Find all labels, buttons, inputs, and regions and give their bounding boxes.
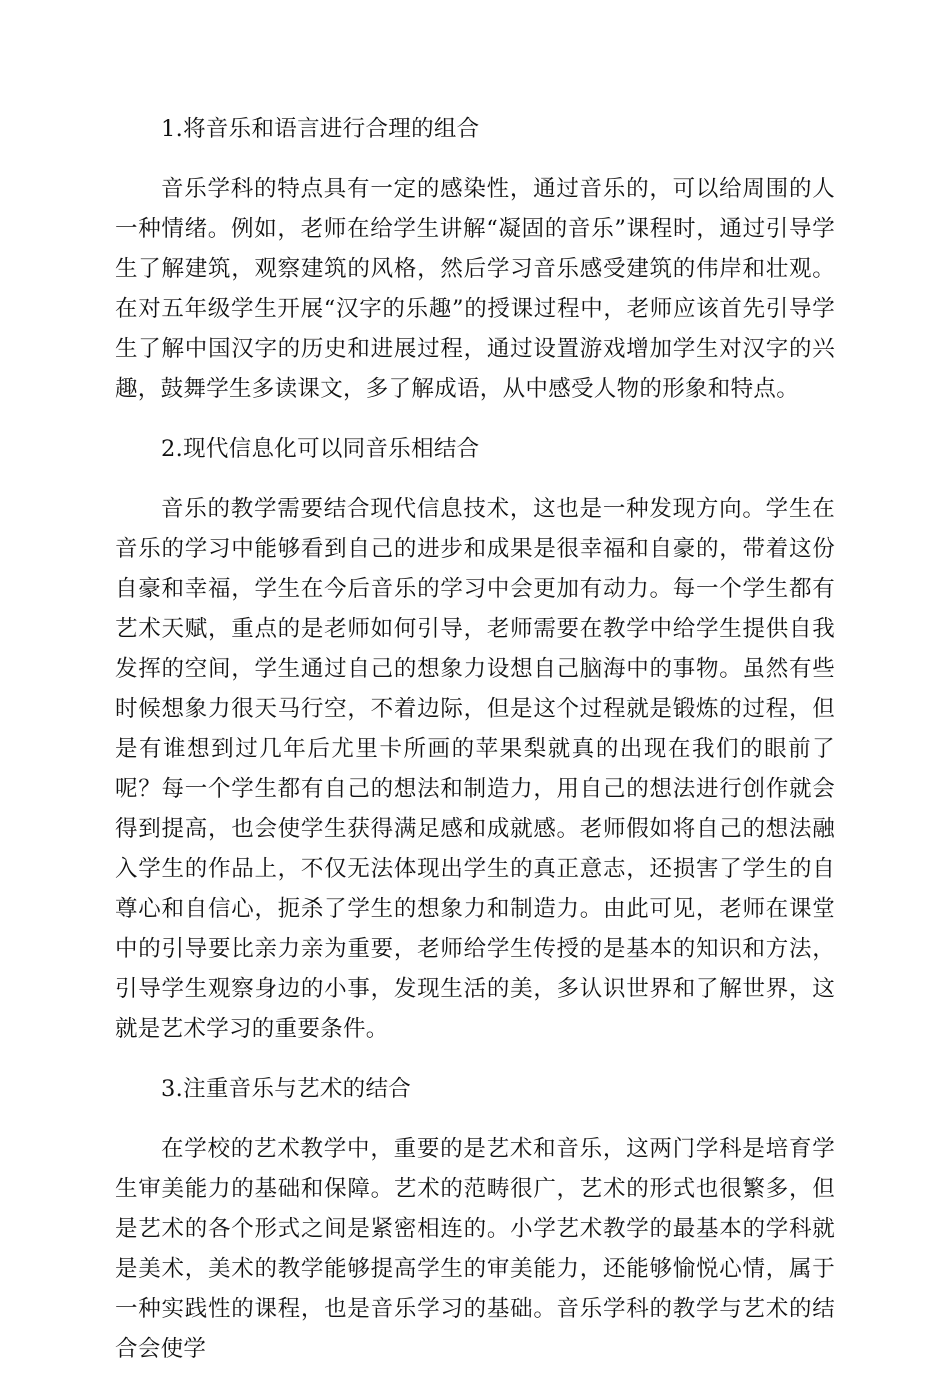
section-paragraph-3: 在学校的艺术教学中，重要的是艺术和音乐，这两门学科是培育学生审美能力的基础和保障。艺术的范畴很广，艺术的形式也很繁多，但是艺术的各个形式之间是紧密相连的。小学艺术教学的最基本的学科就是美术，美术的教学能够提高学生的审美能力，还能够愉悦心情，属于一种实践性的课程，也是音乐学习的基础。音乐学科的教学与艺术的结合会使学 — [115, 1136, 835, 1362]
section-heading-3: 3.注重音乐与艺术的结合 — [161, 1076, 412, 1102]
section-paragraph-2: 音乐的教学需要结合现代信息技术，这也是一种发现方向。学生在音乐的学习中能够看到自己的进步和成果是很幸福和自豪的，带着这份自豪和幸福，学生在今后音乐的学习中会更加有动力。每一个学生都有艺术天赋，重点的是老师如何引导，老师需要在教学中给学生提供自我发挥的空间，学生通过自己的想象力设想自己脑海中的事物。虽然有些时候想象力很天马行空，不着边际，但是这个过程就是锻炼的过程，但是有谁想到过几年后尤里卡所画的苹果梨就真的出现在我们的眼前了呢？每一个学生都有自己的想法和制造力，用自己的想法进行创作就会得到提高，也会使学生获得满足感和成就感。老师假如将自己的想法融入学生的作品上，不仅无法体现出学生的真正意志，还损害了学生的自尊心和自信心，扼杀了学生的想象力和制造力。由此可见，老师在课堂中的引导要比亲力亲为重要，老师给学生传授的是基本的知识和方法，引导学生观察身边的小事，发现生活的美，多认识世界和了解世界，这就是艺术学习的重要条件。 — [115, 496, 835, 1042]
section-heading-2: 2.现代信息化可以同音乐相结合 — [161, 436, 480, 462]
section-heading-1: 1.将音乐和语言进行合理的组合 — [161, 116, 480, 142]
document-body — [115, 109, 835, 1389]
section-paragraph-1: 音乐学科的特点具有一定的感染性，通过音乐的，可以给周围的人一种情绪。例如，老师在给学生讲解“凝固的音乐”课程时，通过引导学生了解建筑，观察建筑的风格，然后学习音乐感受建筑的伟岸和壮观。在对五年级学生开展“汉字的乐趣”的授课过程中，老师应该首先引导学生了解中国汉字的历史和进展过程，通过设置游戏增加学生对汉字的兴趣，鼓舞学生多读课文，多了解成语，从中感受人物的形象和特点。 — [115, 176, 835, 402]
